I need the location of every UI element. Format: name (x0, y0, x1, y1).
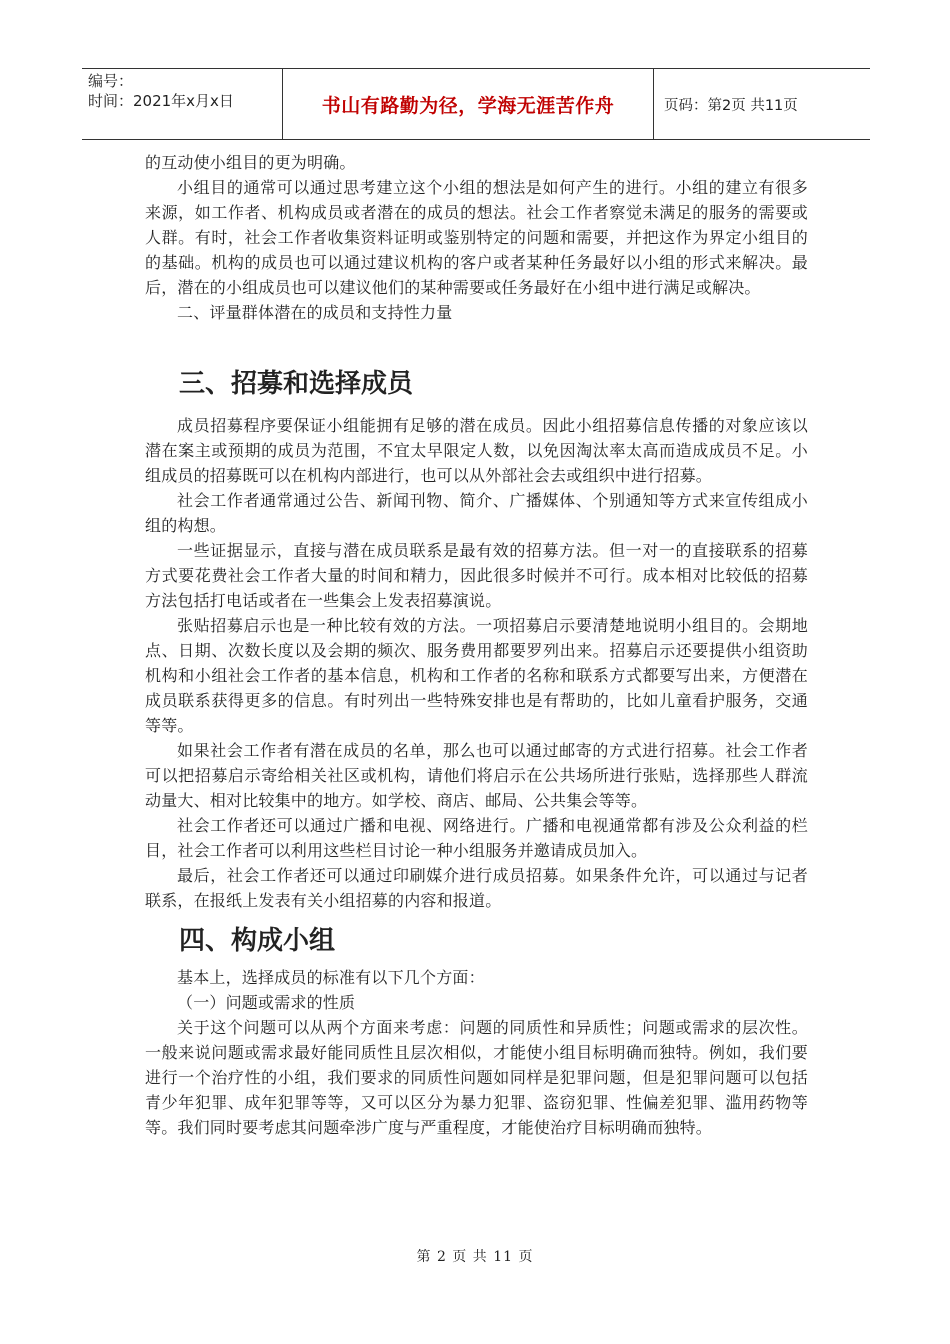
subheading: （一）问题或需求的性质 (177, 993, 356, 1012)
header-motto-cell (282, 69, 654, 139)
paragraph: 张贴招募启示也是一种比较有效的方法。一项招募启示要清楚地说明小组目的。会期地点、日期、次数长度以及会期的频次、服务费用都要罗列出来。招募启示还要提供小组资助机构和小组社会工作者的基本信息，机构和工作者的名称和联系方式都要写出来，方便潜在成员联系获得更多的信息。有时列出一些特殊安排也是有帮助的，比如儿童看护服务，交通等等。 (145, 616, 808, 735)
section-heading: 三、招募和选择成员 (179, 369, 414, 399)
time-label: 时间：2021年x月x日 (88, 92, 234, 110)
page-header (82, 68, 870, 140)
subheading: 二、评量群体潜在的成员和支持性力量 (177, 303, 453, 322)
page-info: 页码：第2页 共11页 (664, 97, 798, 114)
paragraph: 社会工作者通常通过公告、新闻刊物、简介、广播媒体、个别通知等方式来宣传组成小组的构想。 (145, 491, 808, 535)
paragraph: 一些证据显示，直接与潜在成员联系是最有效的招募方法。但一对一的直接联系的招募方式要花费社会工作者大量的时间和精力，因此很多时候并不可行。成本相对比较低的招募方法包括打电话或者在一些集会上发表招募演说。 (145, 541, 808, 610)
section-heading: 四、构成小组 (179, 926, 336, 956)
document-body (145, 150, 808, 1140)
paragraph: 小组目的通常可以通过思考建立这个小组的想法是如何产生的进行。小组的建立有很多来源，如工作者、机构成员或者潜在的成员的想法。社会工作者察觉未满足的服务的需要或人群。有时，社会工作者收集资料证明或鉴别特定的问题和需要，并把这作为界定小组目的的基础。机构的成员也可以通过建议机构的客户或者某种任务最好以小组的形式来解决。最后，潜在的小组成员也可以建议他们的某种需要或任务最好在小组中进行满足或解决。 (145, 178, 808, 297)
page-footer: 第 2 页 共 11 页 (416, 1249, 534, 1265)
paragraph: 如果社会工作者有潜在成员的名单，那么也可以通过邮寄的方式进行招募。社会工作者可以把招募启示寄给相关社区或机构，请他们将启示在公共场所进行张贴，选择那些人群流动量大、相对比较集中的地方。如学校、商店、邮局、公共集会等等。 (145, 741, 808, 810)
header-page-info (654, 69, 870, 139)
paragraph: 的互动使小组目的更为明确。 (145, 153, 356, 172)
header-meta (82, 69, 282, 139)
paragraph: 成员招募程序要保证小组能拥有足够的潜在成员。因此小组招募信息传播的对象应该以潜在案主或预期的成员为范围，不宜太早限定人数，以免因淘汰率太高而造成成员不足。小组成员的招募既可以在机构内部进行，也可以从外部社会去或组织中进行招募。 (145, 416, 808, 485)
paragraph: 社会工作者还可以通过广播和电视、网络进行。广播和电视通常都有涉及公众利益的栏目，社会工作者可以利用这些栏目讨论一种小组服务并邀请成员加入。 (145, 816, 808, 860)
number-label: 编号： (88, 72, 134, 90)
motto: 书山有路勤为径，学海无涯苦作舟 (321, 94, 615, 117)
paragraph: 关于这个问题可以从两个方面来考虑：问题的同质性和异质性；问题或需求的层次性。一般来说问题或需求最好能同质性且层次相似，才能使小组目标明确而独特。例如，我们要进行一个治疗性的小组，我们要求的同质性问题如同样是犯罪问题，但是犯罪问题可以包括青少年犯罪、成年犯罪等等，又可以区分为暴力犯罪、盗窃犯罪、性偏差犯罪、滥用药物等等。我们同时要考虑其问题牵涉广度与严重程度，才能使治疗目标明确而独特。 (145, 1018, 808, 1137)
paragraph: 最后，社会工作者还可以通过印刷媒介进行成员招募。如果条件允许，可以通过与记者联系，在报纸上发表有关小组招募的内容和报道。 (145, 866, 808, 910)
paragraph: 基本上，选择成员的标准有以下几个方面： (177, 968, 485, 987)
